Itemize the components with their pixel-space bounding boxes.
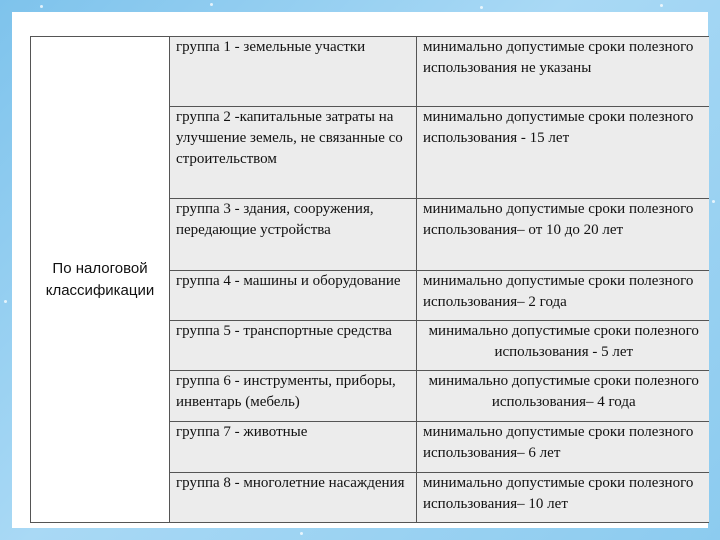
group-cell: группа 3 - здания, сооружения, передающие устройства [170, 199, 417, 271]
term-cell: минимально допустимые сроки полезного использования– 10 лет [417, 473, 709, 523]
term-cell: минимально допустимые сроки полезного использования– от 10 до 20 лет [417, 199, 709, 271]
classification-table [30, 36, 709, 523]
background-sparkle [712, 200, 715, 203]
term-cell: минимально допустимые сроки полезного использования– 6 лет [417, 422, 709, 473]
background-sparkle [300, 532, 303, 535]
background-sparkle [40, 5, 43, 8]
background-sparkle [4, 300, 7, 303]
group-cell: группа 1 - земельные участки [170, 37, 417, 107]
group-cell: группа 2 -капитальные затраты на улучшение земель, не связанные со строительством [170, 107, 417, 199]
group-cell: группа 4 - машины и оборудование [170, 271, 417, 321]
background-sparkle [210, 3, 213, 6]
group-cell: группа 5 - транспортные средства [170, 321, 417, 371]
term-cell: минимально допустимые сроки полезного использования - 15 лет [417, 107, 709, 199]
group-cell: группа 8 - многолетние насаждения [170, 473, 417, 523]
term-cell: минимально допустимые сроки полезного использования– 2 года [417, 271, 709, 321]
term-cell: минимально допустимые сроки полезного использования - 5 лет [417, 321, 709, 371]
group-cell: группа 7 - животные [170, 422, 417, 473]
term-cell: минимально допустимые сроки полезного использования– 4 года [417, 371, 709, 422]
background-sparkle [660, 4, 663, 7]
background-sparkle [480, 6, 483, 9]
group-cell: группа 6 - инструменты, приборы, инвентарь (мебель) [170, 371, 417, 422]
table-row [31, 37, 709, 107]
classification-label: По налоговой классификации [31, 37, 170, 523]
term-cell: минимально допустимые сроки полезного использования не указаны [417, 37, 709, 107]
slide [12, 12, 708, 528]
